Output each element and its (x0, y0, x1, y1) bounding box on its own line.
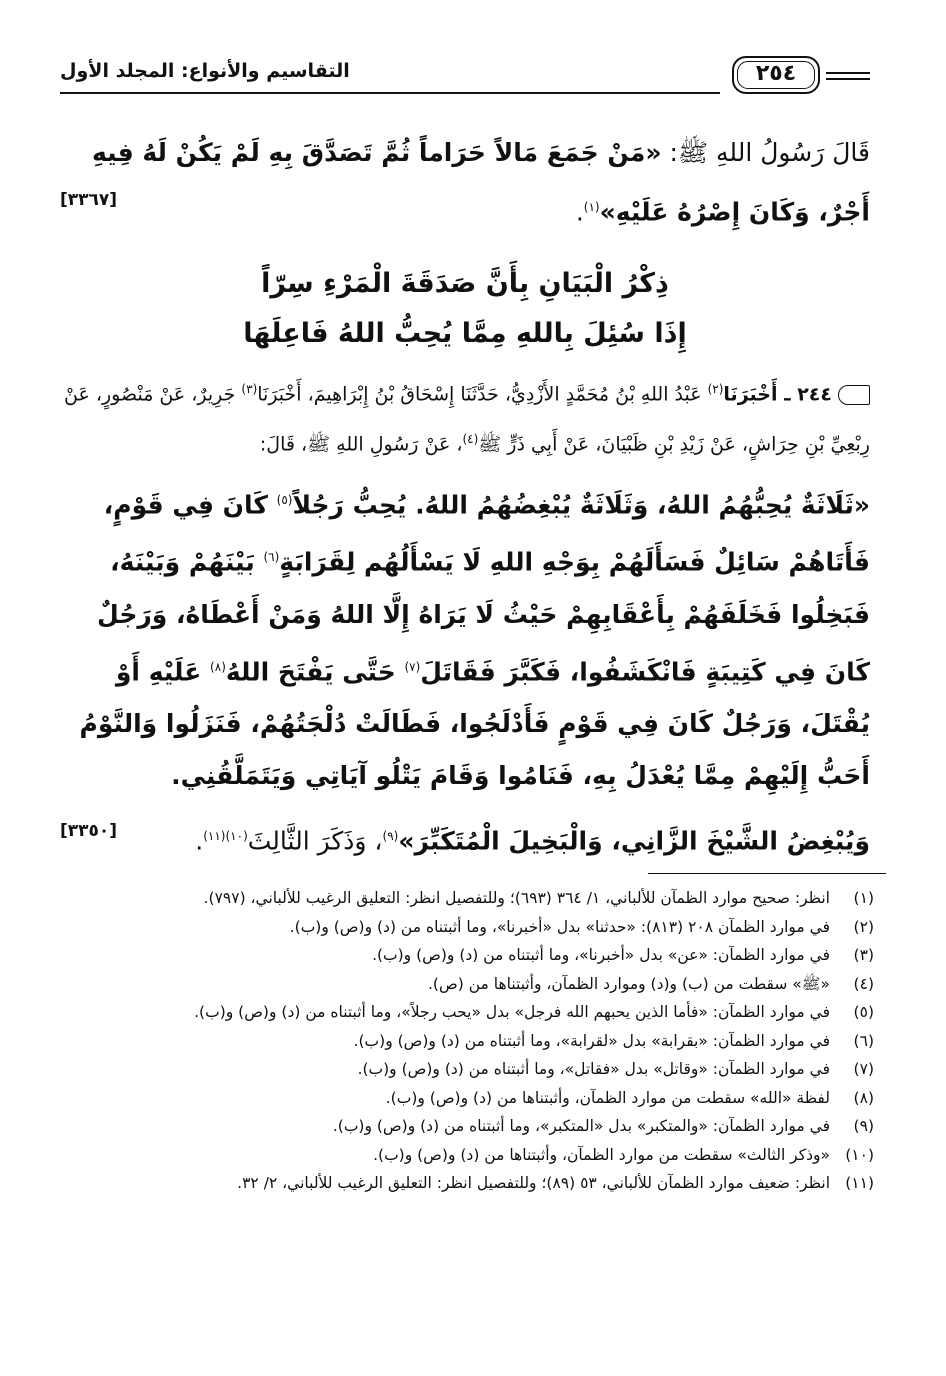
footnote-text: «ﷺ» سقطت من (ب) و(د) وموارد الظمآن، وأثبتناها من (ص). (428, 974, 830, 993)
footnote-text: في موارد الظمآن ٢٠٨ (٨١٣): «حدثنا» بدل «أخبرنا»، وما أثبتناه من (د) و(ص) و(ب). (289, 917, 830, 936)
running-title: التقاسيم والأنواع: المجلد الأول (60, 60, 350, 82)
footnote-number: (٩) (853, 1117, 874, 1135)
isnad-text: ، عَنْ رَسُولِ اللهِ ﷺ، قَالَ: (259, 432, 463, 455)
footnote (70, 913, 874, 942)
footnote-text: في موارد الظمآن: «عن» بدل «أخبرنا»، وما أثبتناه من (د) و(ص) و(ب). (372, 946, 830, 964)
footnote-number: (١١) (845, 1174, 874, 1192)
footnote-text: في موارد الظمآن: «والمتكبر» بدل «المتكبر»، وما أثبتناه من (د) و(ص) و(ب). (332, 1117, 830, 1135)
footnote (70, 1055, 874, 1084)
footnote-number: (٦) (853, 1031, 874, 1050)
matn-text: ، وَذَكَرَ الثَّالِثَ (247, 826, 383, 856)
matn-text: بَيْنَهُمْ وَبَيْنَهُ، فَبَخِلُوا فَخَلَفَهُمْ بِأَعْقَابِهِمْ حَيْثُ لَا يَرَاهُ إِلَّا اللهُ وَمَنْ أَعْطَاهُ، وَرَجُلٌ كَانَ فِي كَتِيبَةٍ فَانْكَشَفُوا، فَكَبَّرَ فَقَاتَلَ (97, 547, 870, 686)
footnote (70, 1112, 874, 1141)
sentence-end: . (575, 197, 584, 227)
hadith-matn (60, 474, 870, 802)
footnote-number: (٥) (853, 1003, 874, 1021)
footnote (70, 1027, 874, 1056)
footnote-marker: (٥) (276, 492, 293, 507)
footnote-text: في موارد الظمآن: «فأما الذين يحبهم الله فرجل» بدل «يحب رجلاً»، وما أثبتناه من (د) و(ص) و(ب). (194, 1003, 830, 1021)
page (60, 60, 870, 867)
footnote-marker: (١٠)(١١) (203, 828, 248, 843)
matn-text: عَلَيْهِ أَوْ يُقْتَلَ، وَرَجُلٌ كَانَ فِي قَوْمٍ فَأَدْلَجُوا، فَطَالَتْ دُلْجَتُهُمْ، فَنَزَلُوا وَالنَّوْمُ أَحَبُّ إِلَيْهِمْ مِمَّا يُعْدَلُ بِهِ، فَنَامُوا وَقَامَ يَتْلُو آيَاتِي وَيَتَمَلَّقُنِي. (79, 656, 870, 790)
footnote-number: (١٠) (845, 1145, 874, 1164)
footnote-number: (١) (853, 889, 874, 907)
header-rule (826, 72, 870, 80)
hadith-matn-end (60, 810, 870, 867)
matn-text: كَانَ فِي قَوْمٍ، فَأَتَاهُمْ سَائِلٌ فَسَأَلَهُمْ بِوَجْهِ اللهِ لَا يَسْأَلُهُم لِقَرَابَةٍ (103, 490, 870, 577)
footnote-number: (٢) (853, 917, 874, 936)
footnote-text: انظر: ضعيف موارد الظمآن للألباني، ٥٣ (٨٩)؛ وللتفصيل انظر: التعليق الرغيب للألباني، ٢/ ٣٢. (237, 1174, 830, 1192)
footnote-marker: (٧) (404, 659, 421, 674)
isnad-text: جَرِيرٌ، عَنْ مَنْصُورٍ، عَنْ رِبْعِيِّ بْنِ حِرَاشٍ، عَنْ زَيْدِ بْنِ ظَبْيَانَ، عَنْ أَبِي ذَرٍّ ﷺ (64, 383, 870, 455)
matn-text: وَيُبْغِضُ الشَّيْخَ الزَّانِي، وَالْبَخِيلَ الْمُتَكَبِّرَ» (398, 826, 870, 856)
hadith-isnad (60, 367, 870, 466)
footnote (70, 1169, 874, 1198)
footnote-number: (٤) (853, 974, 874, 993)
footnote-text: لفظة «الله» سقطت من موارد الظمآن، وأثبتناها من (د) و(ص) و(ب). (385, 1088, 830, 1107)
footnote-marker: (٩) (382, 828, 399, 843)
page-header (60, 60, 870, 112)
footnote-marker: (١) (583, 200, 600, 214)
chapter-line: إِذَا سُئِلَ بِاللهِ مِمَّا يُحِبُّ اللهُ فَاعِلَهَا (243, 318, 687, 350)
footnote-number: (٨) (853, 1088, 874, 1107)
footnote (70, 970, 874, 999)
ornament-icon (838, 385, 870, 405)
matn-text: حَتَّى يَفْتَحَ اللهُ (225, 656, 405, 686)
footnotes (70, 884, 874, 1198)
footnote-marker: (٤) (462, 431, 479, 446)
header-rule (60, 92, 720, 94)
chapter-line: ذِكْرُ الْبَيَانِ بِأَنَّ صَدَقَةَ الْمَرْءِ سِرّاً (261, 268, 669, 300)
footnote-number: (٣) (853, 946, 874, 964)
footnote-separator (648, 873, 886, 874)
footnote-number: (٧) (853, 1060, 874, 1078)
matn-text: «ثَلَاثَةٌ يُحِبُّهُمُ اللهُ، وَثَلَاثَةٌ يُبْغِضُهُمُ اللهُ. يُحِبُّ رَجُلاً (292, 490, 870, 520)
hadith-text: «مَنْ جَمَعَ مَالاً حَرَاماً ثُمَّ تَصَدَّقَ بِهِ لَمْ يَكُنْ لَهُ فِيهِ أَجْرٌ، وَكَانَ إِصْرُهُ عَلَيْهِ» (91, 138, 870, 227)
sentence-end: . (195, 826, 204, 856)
page-number: ٢٥٤ (732, 56, 820, 94)
footnote-text: في موارد الظمآن: «بقرابة» بدل «لقرابة»، وما أثبتناه من (د) و(ص) و(ب). (353, 1031, 830, 1050)
footnote-text: في موارد الظمآن: «وقاتل» بدل «فقاتل»، وما أثبتناه من (د) و(ص) و(ب). (357, 1060, 830, 1078)
hadith-intro: قَالَ رَسُولُ اللهِ ﷺ: (661, 138, 870, 167)
footnote-marker: (٦) (263, 550, 280, 565)
hadith-number: ٢٤٤ ـ أَخْبَرَنَا (723, 383, 832, 406)
footnote (70, 998, 874, 1027)
footnote (70, 1141, 874, 1170)
footnote (70, 941, 874, 970)
hadith-reference: [٣٣٦٧] (60, 190, 118, 211)
footnote-marker: (٨) (210, 659, 226, 674)
chapter-heading (60, 259, 870, 359)
footnote-marker: (٢) (707, 382, 724, 397)
footnote-text: «وذكر الثالث» سقطت من موارد الظمآن، وأثبتناها من (د) و(ص) و(ب). (373, 1145, 830, 1164)
footnote (70, 1084, 874, 1113)
isnad-text: عَبْدُ اللهِ بْنُ مُحَمَّدٍ الأَزْدِيُّ، حَدَّثَنَا إِسْحَاقُ بْنُ إِبْرَاهِيمَ، أَخْبَرَنَا (257, 383, 708, 406)
hadith-reference: [٣٣٥٠] (60, 821, 118, 842)
footnote (70, 884, 874, 913)
previous-hadith (60, 126, 870, 239)
footnote-text: انظر: صحيح موارد الظمآن للألباني، ١/ ٣٦٤ (٦٩٣)؛ وللتفصيل انظر: التعليق الرغيب للألباني، (٧٩٧). (203, 889, 830, 907)
footnote-marker: (٣) (241, 382, 258, 397)
